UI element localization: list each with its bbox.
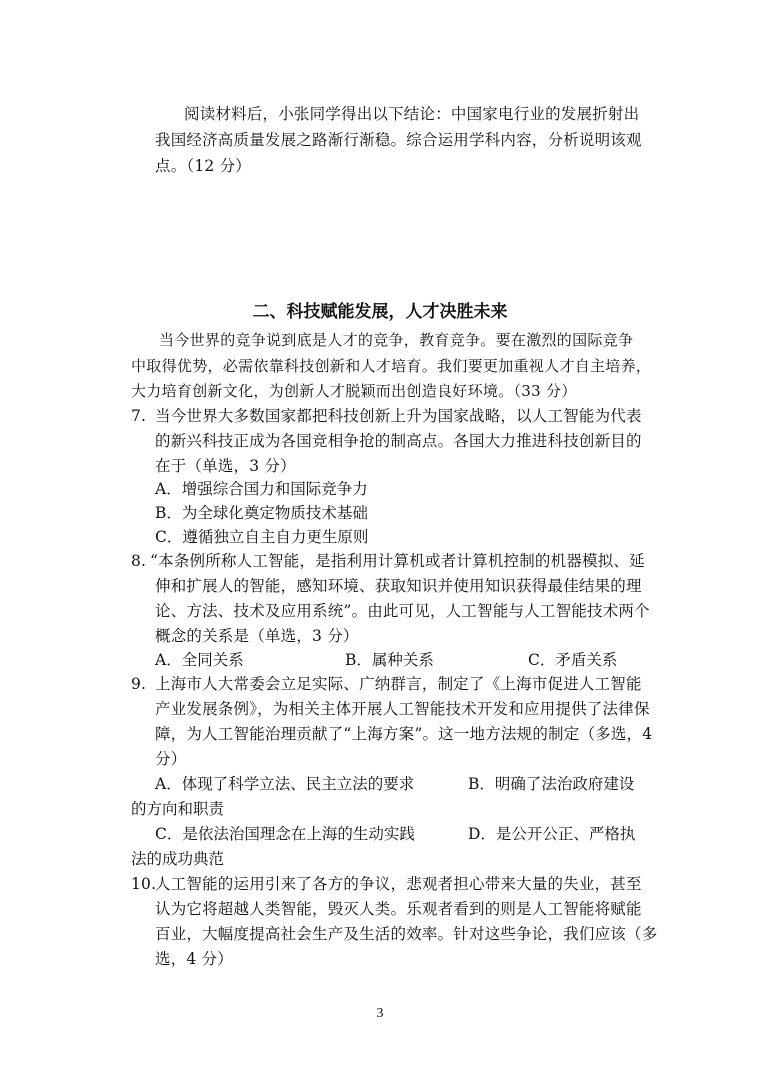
q8-option-c: C．矛盾关系	[528, 651, 618, 669]
page-number: 3	[376, 1006, 384, 1021]
q8-line-4: 概念的关系是（单选，3 分）	[155, 627, 359, 645]
q7-line-2: 的新兴科技正成为各国竞相争抢的制高点。各国大力推进科技创新目的	[155, 432, 642, 450]
q9-line-3: 障，为人工智能治理贡献了“上海方案”。这一地方法规的制定（多选，4	[155, 725, 653, 743]
q8-line-2: 伸和扩展人的智能，感知环境、获取知识并使用知识获得最佳结果的理	[155, 577, 642, 595]
q9-option-b-continued: 的方向和职责	[131, 800, 225, 818]
q10-line-4: 选，4 分）	[155, 950, 233, 968]
q9-option-d-continued: 法的成功典范	[131, 850, 225, 868]
q8-line-1: “本条例所称人工智能，是指利用计算机或者计算机控制的机器模拟、延	[150, 552, 645, 570]
q7-line-1: 当今世界大多数国家都把科技创新上升为国家战略，以人工智能为代表	[155, 407, 642, 425]
q10-line-3: 百业，大幅度提高社会生产及生活的效率。针对这些争论，我们应该（多	[155, 925, 658, 943]
q9-number: 9.	[131, 675, 147, 693]
q9-option-b: B．明确了法治政府建设	[468, 775, 635, 793]
intro-line-2: 我国经济高质量发展之路渐行渐稳。综合运用学科内容，分析说明该观	[155, 131, 642, 149]
q7-option-b: B．为全球化奠定物质技术基础	[155, 504, 368, 522]
q9-option-c: C．是依法治国理念在上海的生动实践	[155, 825, 415, 843]
q8-option-b: B．属种关系	[345, 651, 434, 669]
q9-option-a: A．体现了科学立法、民主立法的要求	[155, 775, 415, 793]
q9-line-4: 分）	[155, 750, 187, 768]
q10-number: 10.	[131, 875, 157, 893]
section-heading: 二、科技赋能发展，人才决胜未来	[252, 302, 508, 322]
q7-line-3: 在于（单选，3 分）	[155, 457, 296, 475]
intro-line-3: 点。（12 分）	[155, 157, 252, 175]
q9-option-d: D．是公开公正、严格执	[468, 825, 636, 843]
q8-number: 8.	[131, 552, 147, 570]
q10-line-2: 认为它将超越人类智能，毁灭人类。乐观者看到的则是人工智能将赋能	[155, 900, 642, 918]
section-intro-line-1: 当今世界的竞争说到底是人才的竞争，教育竞争。要在激烈的国际竞争	[159, 331, 634, 349]
q10-line-1: 人工智能的运用引来了各方的争议，悲观者担心带来大量的失业，甚至	[155, 875, 642, 893]
q7-option-a: A．增强综合国力和国际竞争力	[155, 480, 368, 498]
q7-number: 7.	[131, 407, 147, 425]
q9-line-2: 产业发展条例》，为相关主体开展人工智能技术开发和应用提供了法律保	[155, 700, 650, 718]
section-intro-line-3: 大力培育创新文化，为创新人才脱颖而出创造良好环境。（33 分）	[131, 382, 577, 400]
q8-option-a: A．全同关系	[155, 651, 244, 669]
intro-line-1: 阅读材料后，小张同学得出以下结论：中国家电行业的发展折射出	[184, 105, 640, 123]
q7-option-c: C．遵循独立自主自力更生原则	[155, 528, 369, 546]
q9-line-1: 上海市人大常委会立足实际、广纳群言，制定了《上海市促进人工智能	[155, 675, 642, 693]
section-intro-line-2: 中取得优势，必需依靠科技创新和人才培育。我们要更加重视人才自主培养，	[131, 357, 652, 375]
q8-line-3: 论、方法、技术及应用系统”。由此可见，人工智能与人工智能技术两个	[155, 602, 650, 620]
